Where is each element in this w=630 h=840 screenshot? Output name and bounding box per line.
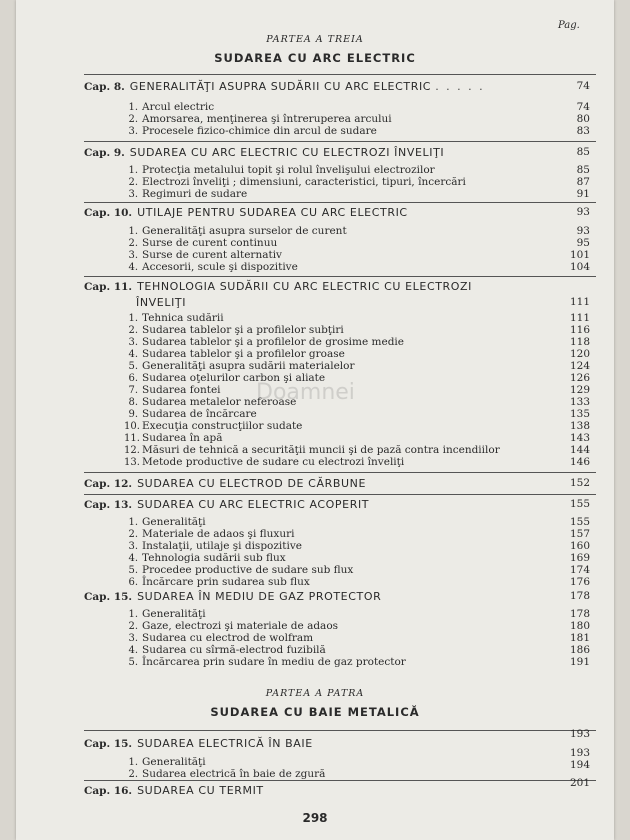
chapter-heading: Cap. 15. SUDAREA ÎN MEDIU DE GAZ PROTECTOR [84,590,382,603]
toc-item-page: 124 [569,360,590,372]
chapter-page: 201 [569,777,590,789]
toc-item-page: 193 [569,747,590,759]
chapter-page: 74 [576,80,590,92]
section-rule [84,780,596,781]
toc-item: 13. Metode productive de sudare cu electrozi înveliţi [124,456,405,468]
chapter-page: 193 [569,728,590,740]
chapter-heading: Cap. 12. SUDAREA CU ELECTROD DE CĂRBUNE [84,477,367,490]
toc-item: 6. Încărcare prin sudarea sub flux [128,576,310,588]
toc-item-page: 146 [569,456,590,468]
chapter-heading: Cap. 15. SUDAREA ELECTRICĂ ÎN BAIE [84,737,313,750]
toc-item: 8. Sudarea metalelor neferoase [128,396,297,408]
toc-item: 1. Protecţia metalului topit şi rolul învelişului electrozilor [128,164,435,176]
toc-item: 1. Tehnica sudării [128,312,224,324]
page-column-label: Pag. [558,20,580,31]
toc-item-page: 174 [569,564,590,576]
toc-item-page: 169 [569,552,590,564]
toc-item: 2. Amorsarea, menţinerea şi întreruperea arcului [128,113,392,125]
toc-item: 2. Materiale de adaos şi fluxuri [128,528,295,540]
toc-item-page: 104 [569,261,590,273]
toc-item: 6. Sudarea oţelurilor carbon şi aliate [128,372,326,384]
chapter-heading: Cap. 8. GENERALITĂŢI ASUPRA SUDĂRII CU ARC ELECTRIC . . . . . [84,80,485,93]
toc-item-page: 91 [576,188,590,200]
toc-item-page: 85 [576,164,590,176]
toc-item: 7. Sudarea fontei [128,384,221,396]
toc-item-page: 111 [569,312,590,324]
chapter-page: 111 [569,296,590,308]
toc-item-page: 135 [569,408,590,420]
toc-item-page: 176 [569,576,590,588]
toc-item-page: 181 [569,632,590,644]
toc-item: 5. Generalităţi asupra sudării materialelor [128,360,355,372]
toc-item: 11. Sudarea în apă [124,432,223,444]
section-rule [84,730,596,731]
toc-item: 1. Generalităţi [128,516,206,528]
chapter-heading-continued: ÎNVELIŢI [136,296,187,309]
toc-item: 3. Surse de curent alternativ [128,249,282,261]
chapter-page: 152 [569,477,590,489]
toc-item-page: 186 [569,644,590,656]
toc-item: 2. Sudarea electrică în baie de zgură [128,768,326,780]
toc-item-page: 120 [569,348,590,360]
chapter-heading: Cap. 11. TEHNOLOGIA SUDĂRII CU ARC ELECTRIC CU ELECTROZI [84,280,473,293]
chapter-heading: Cap. 13. SUDAREA CU ARC ELECTRIC ACOPERIT [84,498,370,511]
chapter-page: 155 [569,498,590,510]
chapter-page: 85 [576,146,590,158]
toc-item-page: 180 [569,620,590,632]
section-rule [84,202,596,203]
toc-item-page: 87 [576,176,590,188]
toc-item-page: 143 [569,432,590,444]
toc-item: 4. Sudarea tablelor şi a profilelor groase [128,348,345,360]
toc-item: 2. Gaze, electrozi şi materiale de adaos [128,620,339,632]
chapter-page: 178 [569,590,590,602]
toc-item: 5. Încărcarea prin sudare în mediu de gaz protector [128,656,406,668]
part-four-title: SUDAREA CU BAIE METALICĂ [210,705,420,719]
section-rule [84,276,596,277]
part-three-title: SUDAREA CU ARC ELECTRIC [214,51,416,65]
toc-item: 1. Generalităţi [128,608,206,620]
section-rule [84,141,596,142]
toc-item-page: 178 [569,608,590,620]
toc-item-page: 118 [569,336,590,348]
part-three-label: PARTEA A TREIA [266,34,364,45]
toc-item-page: 157 [569,528,590,540]
toc-item-page: 144 [569,444,590,456]
chapter-heading: Cap. 9. SUDAREA CU ARC ELECTRIC CU ELECTROZI ÎNVELIŢI [84,146,445,159]
toc-item-page: 160 [569,540,590,552]
toc-item-page: 155 [569,516,590,528]
chapter-heading: Cap. 16. SUDAREA CU TERMIT [84,784,264,797]
toc-item: 4. Accesorii, scule şi dispozitive [128,261,298,273]
toc-item-page: 138 [569,420,590,432]
toc-item: 3. Procesele fizico-chimice din arcul de sudare [128,125,377,137]
toc-item-page: 95 [576,237,590,249]
toc-item: 12. Măsuri de tehnică a securităţii muncii şi de pază contra incendiilor [124,444,500,456]
chapter-heading: Cap. 10. UTILAJE PENTRU SUDAREA CU ARC ELECTRIC [84,206,408,219]
toc-item-page: 129 [569,384,590,396]
toc-item: 2. Electrozi înveliţi ; dimensiuni, caracteristici, tipuri, încercări [128,176,466,188]
toc-item-page: 133 [569,396,590,408]
section-rule [84,494,596,495]
toc-item: 1. Generalităţi asupra surselor de curent [128,225,347,237]
toc-item: 4. Sudarea cu sîrmă-electrod fuzibilă [128,644,326,656]
toc-item-page: 116 [569,324,590,336]
toc-item: 3. Regimuri de sudare [128,188,248,200]
toc-item-page: 83 [576,125,590,137]
toc-item: 10. Execuţia construcţiilor sudate [124,420,303,432]
toc-item-page: 194 [569,759,590,771]
toc-item: 2. Sudarea tablelor şi a profilelor subţiri [128,324,344,336]
section-rule [84,74,596,75]
toc-item: 1. Arcul electric [128,101,215,113]
page-number: 298 [302,811,328,825]
chapter-page: 93 [576,206,590,218]
toc-item: 3. Instalaţii, utilaje şi dispozitive [128,540,302,552]
toc-item: 4. Tehnologia sudării sub flux [128,552,286,564]
toc-item: 3. Sudarea cu electrod de wolfram [128,632,314,644]
toc-item-page: 101 [569,249,590,261]
toc-item: 5. Procedee productive de sudare sub flux [128,564,354,576]
section-rule [84,472,596,473]
toc-item: 2. Surse de curent continuu [128,237,278,249]
toc-item: 9. Sudarea de încărcare [128,408,257,420]
toc-item-page: 126 [569,372,590,384]
watermark: Doamnei [256,380,355,405]
part-four-label: PARTEA A PATRA [265,688,365,699]
toc-item-page: 191 [569,656,590,668]
toc-item-page: 93 [576,225,590,237]
toc-item-page: 74 [576,101,590,113]
toc-item: 1. Generalităţi [128,756,206,768]
toc-item-page: 80 [576,113,590,125]
book-page [16,0,614,840]
toc-item: 3. Sudarea tablelor şi a profilelor de grosime medie [128,336,404,348]
